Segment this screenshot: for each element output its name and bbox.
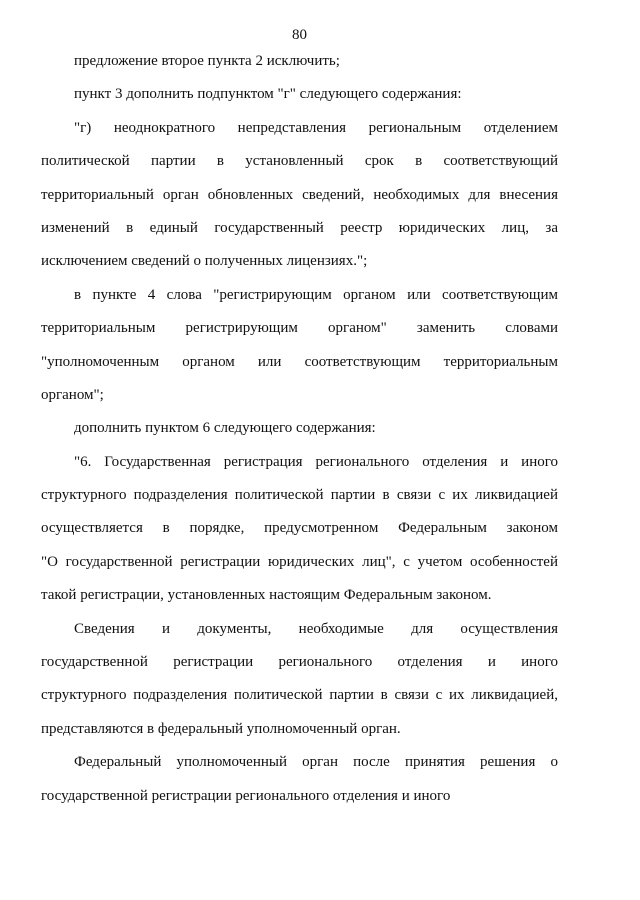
text-line: изменений в единый государственный реестр юридических лиц, за: [41, 219, 558, 236]
text-line: структурного подразделения политической партии в связи с их ликвидацией: [41, 487, 558, 504]
text-line: политической партии в установленный срок в соответствующий: [41, 153, 558, 170]
paragraph: [41, 746, 558, 813]
paragraph: [41, 78, 558, 111]
text-line: государственной регистрации регионального отделения и иного: [41, 787, 451, 804]
paragraph: [41, 412, 558, 445]
text-line: исключением сведений о полученных лицензиях.";: [41, 253, 368, 270]
paragraph: [41, 446, 558, 613]
document-body: [41, 45, 558, 813]
paragraph: [41, 45, 558, 78]
text-line: государственной регистрации регионального отделения и иного: [41, 654, 558, 671]
text-line: территориальный орган обновленных сведений, необходимых для внесения: [41, 186, 558, 203]
page-number: 80: [292, 27, 307, 43]
text-line: "6. Государственная регистрация регионального отделения и иного: [74, 453, 558, 470]
text-line: Сведения и документы, необходимые для осуществления: [74, 620, 558, 637]
text-line: Федеральный уполномоченный орган после принятия решения о: [74, 754, 558, 771]
paragraph: [41, 112, 558, 279]
text-line: представляются в федеральный уполномоченный орган.: [41, 720, 401, 737]
text-line: "О государственной регистрации юридических лиц", с учетом особенностей: [41, 553, 558, 570]
paragraph: [41, 279, 558, 413]
text-line: пункт 3 дополнить подпунктом "г" следующего содержания:: [74, 86, 462, 103]
text-line: "уполномоченным органом или соответствующим территориальным: [41, 353, 558, 370]
text-line: осуществляется в порядке, предусмотренном Федеральным законом: [41, 520, 558, 537]
text-line: органом";: [41, 386, 104, 403]
paragraph: [41, 613, 558, 747]
text-line: в пункте 4 слова "регистрирующим органом или соответствующим: [74, 286, 558, 303]
text-line: такой регистрации, установленных настоящим Федеральным законом.: [41, 587, 492, 604]
text-line: дополнить пунктом 6 следующего содержания:: [74, 420, 376, 437]
text-line: предложение второе пункта 2 исключить;: [74, 53, 340, 69]
text-line: структурного подразделения политической партии в связи с их ликвидацией,: [41, 687, 558, 704]
text-line: "г) неоднократного непредставления региональным отделением: [74, 119, 558, 136]
text-line: территориальным регистрирующим органом" заменить словами: [41, 320, 558, 337]
